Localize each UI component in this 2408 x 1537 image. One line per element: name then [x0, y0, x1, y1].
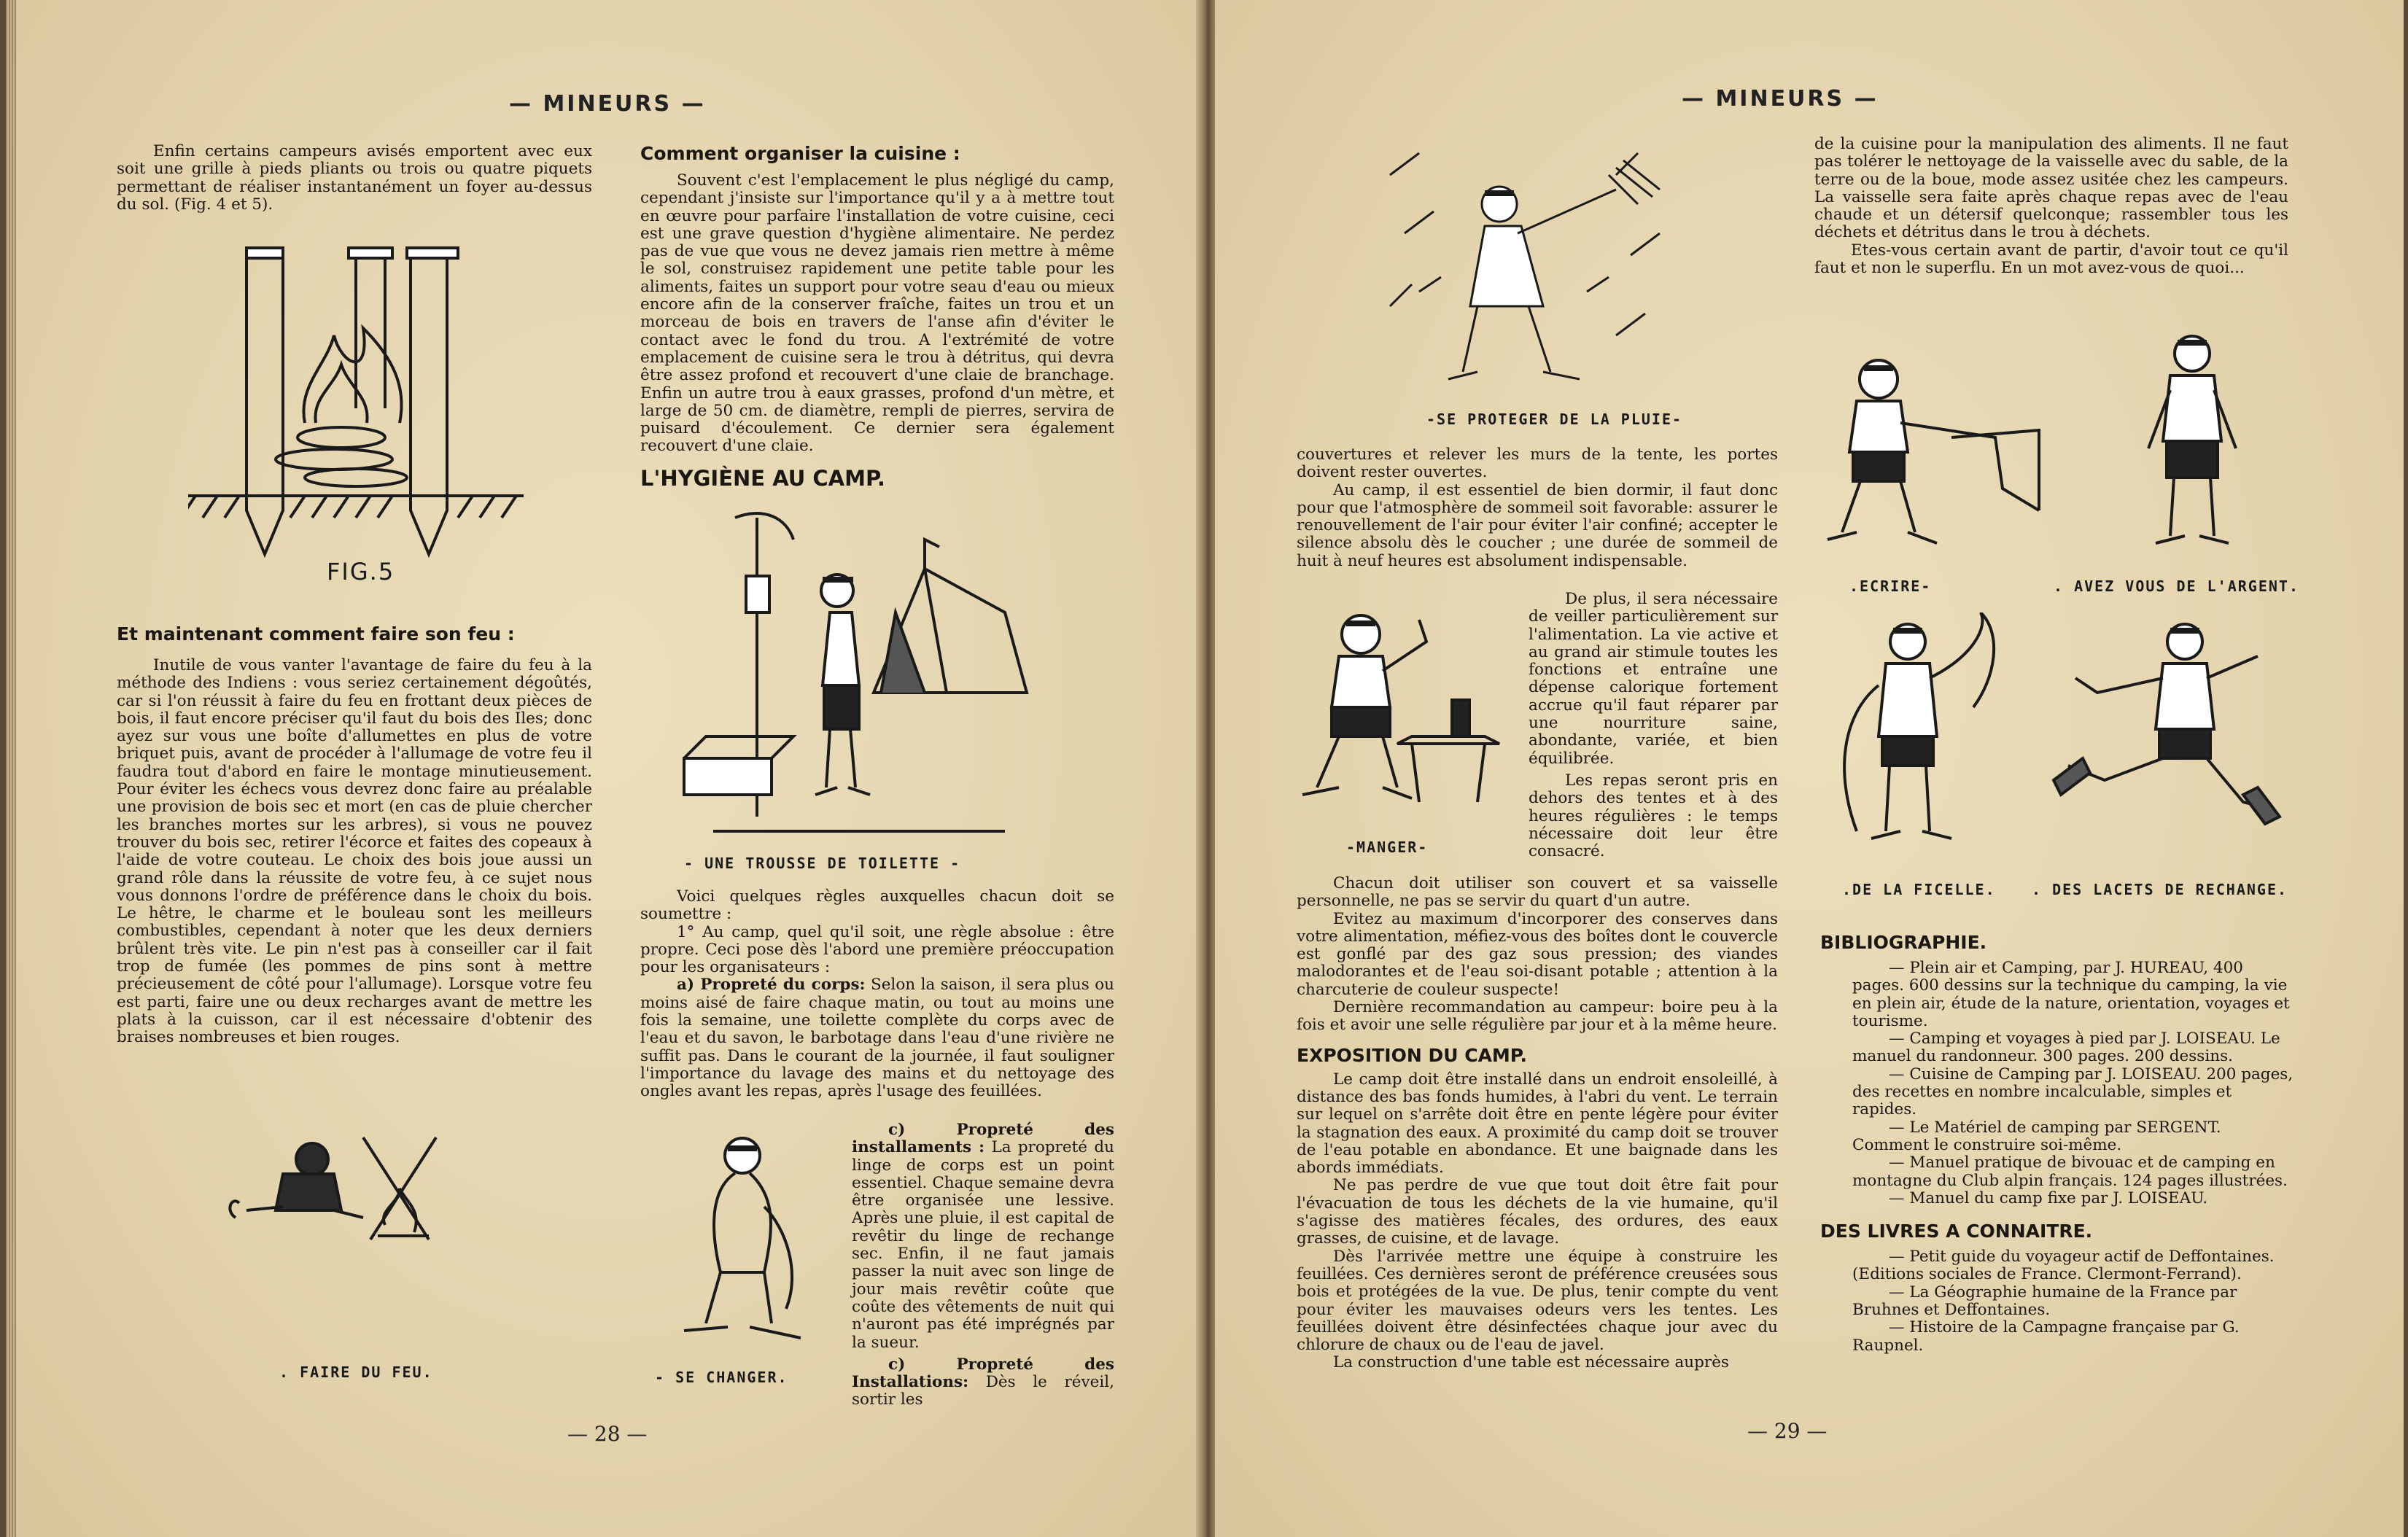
- page-28: [6, 0, 1202, 1537]
- corps-label: a) Propreté du corps:: [677, 976, 866, 995]
- biblio-item: — Manuel du camp fixe par J. LOISEAU.: [1889, 1188, 2208, 1207]
- col1-p5: Chacun doit utiliser son couvert et sa vaisselle personnelle, ne pas se servir du quart d'un autre.: [1297, 874, 1778, 911]
- eating-drawing: [1295, 598, 1514, 817]
- writing-drawing: [1820, 343, 2054, 569]
- page-edge: [6, 0, 16, 1537]
- page-29: [1215, 0, 2404, 1537]
- fire-cartoon: [217, 1123, 494, 1254]
- col2-p1: de la cuisine pour la manipulation des aliments. Il ne faut pas tolérer le nettoyage de la vaisselle avec du sable, de la terre ou de la boue, mode assez usitée chez les campeurs. La vaisselle sera faite après chaque repas avec de l'eau chaude et un détersif quelconque; rassembler tous les déchets et détritus dans le trou à déchets.: [1814, 135, 2288, 242]
- col1-p4: Les repas seront pris en dehors des tentes et à des heures régulières : le temps nécessaire doit leur être consacré.: [1529, 771, 1778, 861]
- sommeil-text: [1297, 446, 1778, 570]
- corps-body: Selon la saison, il sera plus ou moins aisé de faire chaque matin, ou tout au moins une fois la semaine, une toilette complète du corps avec de l'eau et du savon, le barbotage dans l'eau d'une rivière ne suffit pas. Dans le courant de la journée, il faut souligner l'importance du lavage des mains et du nettoyage des ongles avant les repas, après l'usage des feuillées.: [640, 976, 1114, 1101]
- install-body: La propreté du linge de corps est un point essentiel. Chaque semaine devra être organisée une lessive. Après une pluie, il est capital de revêtir du linge de rechange sec. Enfin, il ne faut jamais passer la nuit avec son linge de jour mais revêtir coûte que coûte des vêtements de nuit qui n'auront pas été imprégnés par la sueur.: [852, 1138, 1114, 1352]
- changing-drawing: [662, 1127, 830, 1360]
- running-header: — MINEURS —: [509, 91, 706, 117]
- rain-drawing: [1375, 146, 1682, 394]
- expo-p4: La construction d'une table est nécessaire auprès: [1333, 1353, 1729, 1372]
- expo-title: EXPOSITION DU CAMP.: [1297, 1044, 1528, 1066]
- regles-p1: Voici quelques règles auxquelles chacun doit se soumettre :: [640, 887, 1114, 924]
- laces-drawing: [2039, 612, 2287, 846]
- col1-p1: couvertures et relever les murs de la tente, les portes doivent rester ouvertes.: [1297, 445, 1778, 482]
- biblio-item: — Manuel pratique de bivouac et de camping en montagne du Club alpin français. 124 pages illustrées.: [1852, 1153, 2288, 1190]
- expo-p3: Dès l'arrivée mettre une équipe à construire les feuillées. Ces dernières seront de préférence creusées sous bois et protégées de la vue. De plus, tenir compte du vent pour éviter les mauvaises odeurs vers les tentes. Les feuillées doivent être désinfectées chaque jour avec du chlorure de chaux ou de l'eau de javel.: [1297, 1247, 1778, 1355]
- toilet-kit-drawing: [662, 510, 1071, 853]
- caption-argent: . AVEZ VOUS DE L'ARGENT.: [2054, 577, 2299, 595]
- install-paragraph: [852, 1121, 1114, 1352]
- caption-trousse: - UNE TROUSSE DE TOILETTE -: [684, 855, 961, 872]
- caption-pluie: -SE PROTEGER DE LA PLUIE-: [1426, 410, 1683, 428]
- cuisine-title: Comment organiser la cuisine :: [640, 143, 960, 164]
- col1-p3: De plus, il sera nécessaire de veiller particulièrement sur l'alimentation. La vie active et au grand air stimule toutes les fonctions et entraîne une dépense calorique fortement accrue qu'il faut réparer par une nourriture saine, abondante, variée, et bien équilibrée.: [1529, 590, 1778, 768]
- expo-p2: Ne pas perdre de vue que tout doit être fait pour l'évacuation de tous les déchets de la vie humaine, qu'il s'agisse des matières fécales, des ordures, des eaux grasses, de cuisine, et de lavage.: [1297, 1176, 1778, 1248]
- install2-label: c) Propreté des Installations:: [852, 1355, 1114, 1392]
- regles-p2: 1° Au camp, quel qu'il soit, une règle absolue : être propre. Ceci pose dès l'abord une première préoccupation pour les organisateurs :: [640, 922, 1114, 977]
- caption-faire-du-feu: . FAIRE DU FEU.: [279, 1363, 433, 1381]
- biblio-item: — Cuisine de Camping par J. LOISEAU. 200 pages, des recettes en nombre incalculable, simples et rapides.: [1852, 1065, 2294, 1119]
- vaisselle-text: [1814, 136, 2288, 277]
- biblio-item: — Plein air et Camping, par J. HUREAU, 400 pages. 600 dessins sur la technique du camping, la vie en plein air, étude de la nature, orientation, voyages et tourisme.: [1852, 959, 2290, 1030]
- string-drawing: [1828, 612, 2010, 860]
- caption-ecrire: .ECRIRE-: [1849, 577, 1932, 595]
- livres-item: — La Géographie humaine de la France par Bruhnes et Deffontaines.: [1852, 1283, 2237, 1320]
- alimentation-text: [1529, 591, 1778, 860]
- caption-manger: -MANGER-: [1346, 838, 1429, 856]
- corps-paragraph: [640, 976, 1114, 1100]
- feu-body: Inutile de vous vanter l'avantage de faire du feu à la méthode des Indiens : vous seriez certainement dégoûtés, car si l'on réussit à faire du feu en frottant deux pièces de bois, il faut encore préciser qu'il faut du bois des Iles; donc ayez sur vous une boîte d'allumettes en plus de votre briquet puis, avant de procéder à l'allumage de votre feu il faudra tout d'abord en faire le montage minutieusement. Pour éviter les échecs vous devrez donc faire au préalable une provision de bois sec et mort (en cas de pluie chercher les branches mortes sur les arbres), si vous ne pouvez trouver du bois sec, retirer l'écorce et faites des copeaux à l'aide de votre couteau. Le choix des bois joue aussi un grand rôle dans la réussite de votre feu, à ce sujet nous vous donnons l'ordre de préférence dans le choix du bois. Le hêtre, le charme et le bouleau sont les meilleurs combustibles, cependant à noter que les deux derniers brûlent très vite. Le pin n'est pas à conseiller car il fait trop de fumée (les pommes de pins sont à mettre précieusement de côté pour l'allumage). Lorsque votre feu est parti, faire une ou deux recharges avant de mettre les plats à la cuisson, car il est nécessaire d'obtenir des braises nombreuses et bien rouges.: [117, 656, 592, 1047]
- page-number-28: — 28 —: [567, 1422, 648, 1446]
- caption-lacets: . DES LACETS DE RECHANGE.: [2032, 881, 2288, 898]
- repas-text: [1297, 875, 1778, 1372]
- install-label: c) Propreté des installaments :: [852, 1121, 1114, 1157]
- install2-paragraph: [852, 1356, 1114, 1409]
- cuisine-section: [640, 143, 1114, 491]
- livres-title: DES LIVRES A CONNAITRE.: [1820, 1221, 2093, 1242]
- intro-text: [117, 143, 592, 214]
- biblio-title: BIBLIOGRAPHIE.: [1820, 932, 1987, 953]
- installations-section: [852, 1121, 1114, 1409]
- cuisine-body: Souvent c'est l'emplacement le plus négligé du camp, cependant j'insiste sur l'importance qu'il y a à mettre tout en œuvre pour parfaire l'installation de votre cuisine, ceci est une grave question d'hygiène alimentaire. Ne perdez pas de vue que vous ne devez jamais rien mettre à même le sol, construisez rapidement une petite table pour les aliments, faites un support pour votre seau d'eau ou mieux encore afin de la conserver fraîche, faites un trou et un morceau de bois en travers de l'anse afin d'éviter le contact avec le fond du trou. A l'extrémité de votre emplacement de cuisine sera le trou à détritus, qui devra être assez profond et recouvert d'une claie de branchage. Enfin un autre trou à eaux grasses, profond d'un mètre, et large de 50 cm. de diamètre, rempli de pierres, servira de puisard d'écoulement. Ce dernier sera également recouvert d'une claie.: [640, 171, 1114, 456]
- expo-p1: Le camp doit être installé dans un endroit ensoleillé, à distance des bas fonds humides, à l'abri du vent. Le terrain sur lequel on s'arrête doit être en pente légère pour éviter la stagnation des eaux. A proximité du camp doit se trouver de l'eau potable en abondance. Et une baignade dans les abords immédiats.: [1297, 1070, 1778, 1178]
- page-number-29: — 29 —: [1747, 1419, 1828, 1443]
- livres-item: — Petit guide du voyageur actif de Deffontaines. (Editions sociales de France. Clermont-Ferrand).: [1852, 1248, 2275, 1284]
- fig5-fire-drawing: [188, 241, 545, 583]
- biblio-item: — Camping et voyages à pied par J. LOISEAU. Le manuel du randonneur. 300 pages. 200 dessins.: [1852, 1030, 2280, 1066]
- biblio-list: [1820, 960, 2294, 1207]
- caption-ficelle: .DE LA FICELLE.: [1842, 881, 1996, 898]
- feu-section: [117, 623, 592, 1047]
- money-drawing: [2119, 324, 2265, 565]
- running-header-right: — MINEURS —: [1682, 86, 1879, 112]
- feu-title: Et maintenant comment faire son feu :: [117, 623, 515, 645]
- caption-se-changer: - SE CHANGER.: [655, 1369, 788, 1386]
- install2-body: Dès le réveil, sortir les: [852, 1373, 1114, 1409]
- fig5-label: FIG.5: [327, 558, 395, 585]
- col1-p6: Evitez au maximum d'incorporer des conserves dans votre alimentation, méfiez-vous des boîtes dont le couvercle est gonflé par des gaz sous pression; des viandes malodorantes et de l'eau soi-disant potable ; attention à la charcuterie de couleur suspecte!: [1297, 909, 1778, 999]
- bibliography-section: [1820, 932, 2294, 1355]
- biblio-item: — Le Matériel de camping par SERGENT. Comment le construire soi-même.: [1852, 1118, 2221, 1154]
- hygiene-title: L'HYGIÈNE AU CAMP.: [640, 465, 885, 491]
- livres-list: [1820, 1248, 2294, 1355]
- col1-p7: Dernière recommandation au campeur: boire peu à la fois et avoir une selle régulière par jour et à la même heure.: [1297, 998, 1778, 1035]
- col1-p2: Au camp, il est essentiel de bien dormir, il faut donc pour que l'atmosphère de sommeil soit favorable: assurer le renouvellement de l'air pour éviter l'air confiné; accepter le silence absolu dès le coucher ; une durée de sommeil de huit à neuf heures est absolument indispensable.: [1297, 480, 1778, 570]
- regles-section: [640, 888, 1114, 1101]
- col2-p2: Etes-vous certain avant de partir, d'avoir tout ce qu'il faut et non le superflu. En un mot avez-vous de quoi...: [1814, 241, 2288, 278]
- intro-paragraph: Enfin certains campeurs avisés emportent avec eux soit une grille à pieds pliants ou trois ou quatre piquets permettant de réaliser instantanément un foyer au-dessus du sol. (Fig. 4 et 5).: [117, 142, 592, 214]
- livres-item: — Histoire de la Campagne française par G. Raupnel.: [1852, 1318, 2240, 1355]
